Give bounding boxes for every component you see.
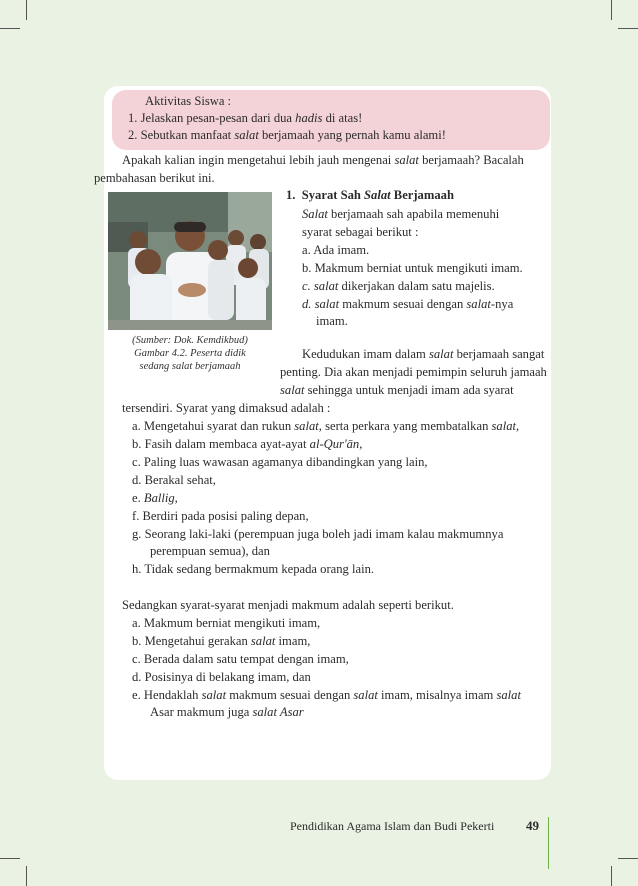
makmum-item-e-cont: Asar makmum juga salat Asar: [150, 705, 304, 719]
makmum-item-c: c. Berada dalam satu tempat dengan imam,: [132, 652, 349, 666]
imam-line-1: Kedudukan imam dalam salat berjamaah sangat: [302, 347, 545, 361]
makmum-item-d: d. Posisinya di belakang imam, dan: [132, 670, 311, 684]
footer-divider: [548, 817, 549, 869]
crop-mark: [26, 866, 27, 886]
crop-mark: [26, 0, 27, 20]
footer-book-title: Pendidikan Agama Islam dan Budi Pekerti: [290, 819, 495, 833]
imam-item-g-cont: perempuan semua), dan: [150, 544, 270, 558]
section-item-d: d. salat makmum sesuai dengan salat-nya: [302, 297, 514, 311]
imam-item-b: b. Fasih dalam membaca ayat-ayat al-Qur'ān,: [132, 437, 363, 451]
crop-mark: [618, 28, 638, 29]
caption-source: (Sumber: Dok. Kemdikbud): [132, 335, 248, 346]
makmum-item-e: e. Hendaklah salat makmum sesuai dengan salat imam, misalnya imam salat: [132, 688, 521, 702]
section-para-2: syarat sebagai berikut :: [302, 225, 419, 239]
intro-line-1: Apakah kalian ingin mengetahui lebih jauh mengenai salat berjamaah? Bacalah: [122, 153, 524, 167]
photo-caption: [108, 334, 272, 373]
crop-mark: [611, 0, 612, 20]
imam-item-e: e. Ballig,: [132, 491, 178, 505]
section-item-b: b. Makmum berniat untuk mengikuti imam.: [302, 261, 523, 275]
imam-item-d: d. Berakal sehat,: [132, 473, 216, 487]
imam-item-g: g. Seorang laki-laki (perempuan juga boleh jadi imam kalau makmumnya: [132, 527, 504, 541]
imam-item-a: a. Mengetahui syarat dan rukun salat, serta perkara yang membatalkan salat,: [132, 419, 520, 433]
section-item-a: a. Ada imam.: [302, 243, 370, 257]
activity-question-2: 2. Sebutkan manfaat salat berjamaah yang pernah kamu alami!: [128, 128, 446, 142]
page-number: 49: [526, 818, 539, 833]
makmum-item-b: b. Mengetahui gerakan salat imam,: [132, 634, 311, 648]
caption-desc: sedang salat berjamaah: [139, 361, 241, 372]
photo-illustration: [108, 192, 272, 330]
imam-item-f: f. Berdiri pada posisi paling depan,: [132, 509, 309, 523]
crop-mark: [611, 866, 612, 886]
makmum-intro: Sedangkan syarat-syarat menjadi makmum adalah seperti berikut.: [122, 598, 454, 612]
imam-line-4: tersendiri. Syarat yang dimaksud adalah :: [122, 401, 331, 415]
crop-mark: [618, 858, 638, 859]
intro-line-2: pembahasan berikut ini.: [94, 171, 215, 185]
activity-question-1: 1. Jelaskan pesan-pesan dari dua hadis di atas!: [128, 111, 363, 125]
section-item-c: c. salat dikerjakan dalam satu majelis.: [302, 279, 495, 293]
imam-item-c: c. Paling luas wawasan agamanya dibandingkan yang lain,: [132, 455, 428, 469]
imam-line-2: penting. Dia akan menjadi pemimpin seluruh jamaah: [280, 365, 547, 379]
imam-item-h: h. Tidak sedang bermakmum kepada orang lain.: [132, 562, 375, 576]
section-heading: 1. Syarat Sah Salat Berjamaah: [286, 188, 454, 202]
activity-title: Aktivitas Siswa :: [145, 94, 232, 108]
students-praying-photo: [108, 192, 272, 330]
caption-figure: Gambar 4.2. Peserta didik: [134, 348, 246, 359]
crop-mark: [0, 858, 20, 859]
section-item-d-cont: imam.: [316, 314, 348, 328]
imam-line-3: salat sehingga untuk menjadi imam ada syarat: [280, 383, 514, 397]
crop-mark: [0, 28, 20, 29]
section-para-1: Salat berjamaah sah apabila memenuhi: [302, 207, 500, 221]
makmum-item-a: a. Makmum berniat mengikuti imam,: [132, 616, 321, 630]
